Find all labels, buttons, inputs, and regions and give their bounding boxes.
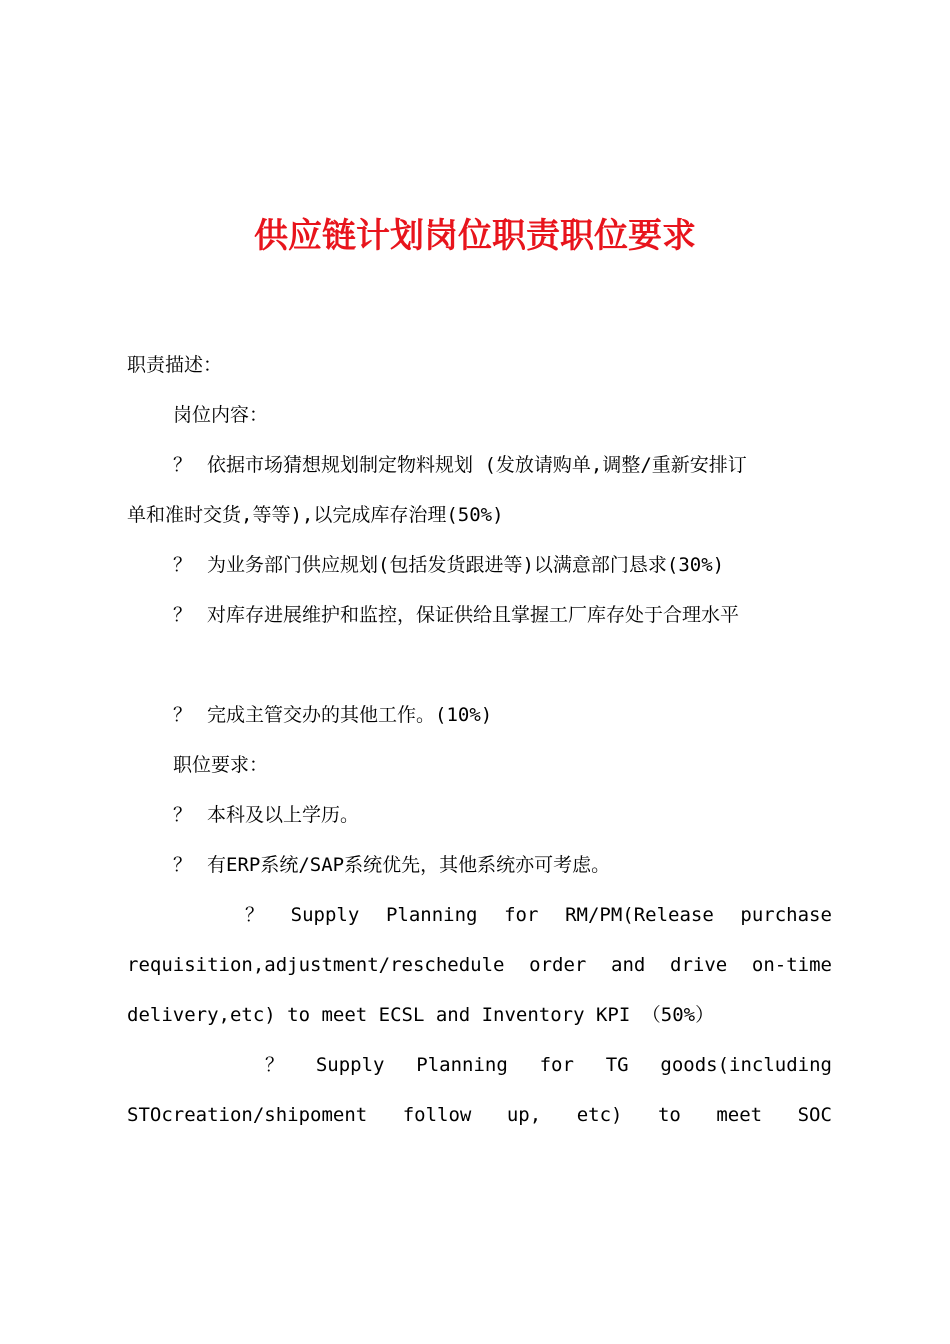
word: Planning (385, 904, 478, 926)
bullet-mark: ？ (245, 904, 265, 926)
requirement-text: 有ERP系统/SAP系统优先，其他系统亦可考虑。 (207, 854, 611, 876)
section-duties-label: 职责描述： (127, 354, 223, 376)
word: drive (670, 954, 728, 976)
english-paragraph-2-line-2 (127, 1102, 832, 1128)
bullet-mark: ？ (173, 454, 193, 476)
word: TG (605, 1054, 629, 1076)
bullet-text: 为业务部门供应规划(包括发货跟进等)以满意部门恳求(30%) (207, 554, 725, 576)
bullet-text: 依据市场猜想规划制定物料规划 (发放请购单,调整/重新安排订 (207, 454, 747, 476)
word: meet (716, 1104, 763, 1126)
word: for (504, 904, 539, 926)
word: follow (402, 1104, 472, 1126)
page-title: 供应链计划岗位职责职位要求 (254, 216, 696, 256)
bullet-mark: ？ (173, 854, 193, 876)
bullet-text: 完成主管交办的其他工作。(10%) (207, 704, 493, 726)
bullet-mark: ？ (173, 604, 193, 626)
bullet-mark: ？ (173, 704, 193, 726)
word: etc) (576, 1104, 623, 1126)
bullet-mark: ？ (265, 1054, 285, 1076)
english-paragraph-1-line-3: delivery,etc) to meet ECSL and Inventory KPI （50%） (127, 1004, 715, 1026)
word: requisition,adjustment/reschedule (127, 954, 505, 976)
word: on-time (751, 954, 832, 976)
word: Planning (416, 1054, 508, 1076)
word: goods(including (660, 1054, 832, 1076)
word: Supply (290, 904, 360, 926)
word: up, (506, 1104, 542, 1126)
word: STOcreation/shipoment (127, 1104, 368, 1126)
requirements-label: 职位要求： (173, 754, 269, 776)
bullet-text: 对库存进展维护和监控，保证供给且掌握工厂库存处于合理水平 (207, 604, 740, 626)
english-paragraph-1-line-1 (245, 902, 832, 928)
word: purchase (740, 904, 832, 926)
word: Supply (315, 1054, 385, 1076)
word: RM/PM(Release (565, 904, 714, 926)
bullet-text-continued: 单和准时交货,等等),以完成库存治理(50%) (127, 504, 504, 526)
word: for (539, 1054, 574, 1076)
word: order (529, 954, 587, 976)
english-paragraph-1-line-2 (127, 952, 832, 978)
bullet-mark: ？ (173, 554, 193, 576)
word: SOC (797, 1104, 832, 1126)
english-paragraph-2-line-1 (265, 1052, 832, 1078)
word: and (611, 954, 646, 976)
word: to (657, 1104, 681, 1126)
requirement-text: 本科及以上学历。 (207, 804, 360, 826)
bullet-mark: ？ (173, 804, 193, 826)
job-content-label: 岗位内容： (173, 404, 269, 426)
